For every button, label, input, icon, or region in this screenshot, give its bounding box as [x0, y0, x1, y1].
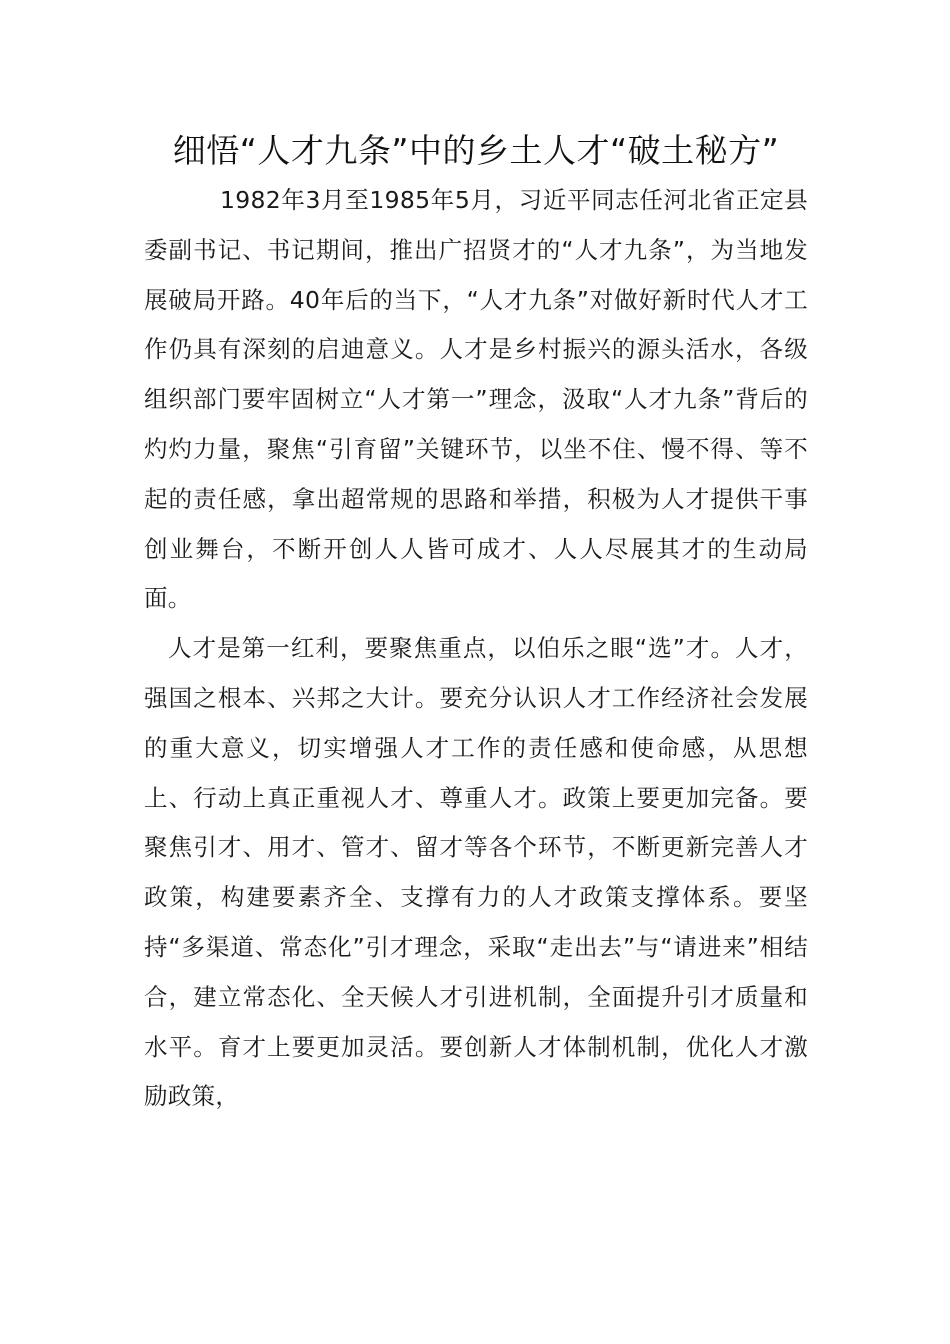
paragraph-talent-selection: 人才是第一红利，要聚焦重点，以伯乐之眼“选”才。人才，强国之根本、兴邦之大计。要充分认识人才工作经济社会发展的重大意义，切实增强人才工作的责任感和使命感，从思想上、行动上真正重视人才、尊重人才。政策上要更加完备。要聚焦引才、用才、管才、留才等各个环节，不断更新完善人才政策，构建要素齐全、支撑有力的人才政策支撑体系。要坚持“多渠道、常态化”引才理念，采取“走出去”与“请进来”相结合，建立常态化、全天候人才引进机制，全面提升引才质量和水平。育才上要更加灵活。要创新人才体制机制，优化人才激励政策， [144, 634, 808, 1111]
document-body [144, 128, 808, 1122]
document-title: 细悟“人才九条”中的乡土人才“破土秘方” [172, 131, 780, 170]
paragraph-intro: 1982年3月至1985年5月，习近平同志任河北省正定县委副书记、书记期间，推出广招贤才的“人才九条”，为当地发展破局开路。40年后的当下，“人才九条”对做好新时代人才工作仍具有深刻的启迪意义。人才是乡村振兴的源头活水，各级组织部门要牢固树立“人才第一”理念，汲取“人才九条”背后的灼灼力量，聚焦“引育留”关键环节，以坐不住、慢不得、等不起的责任感，拿出超常规的思路和举措，积极为人才提供干事创业舞台，不断开创人人皆可成才、人人尽展其才的生动局面。 [144, 186, 808, 613]
